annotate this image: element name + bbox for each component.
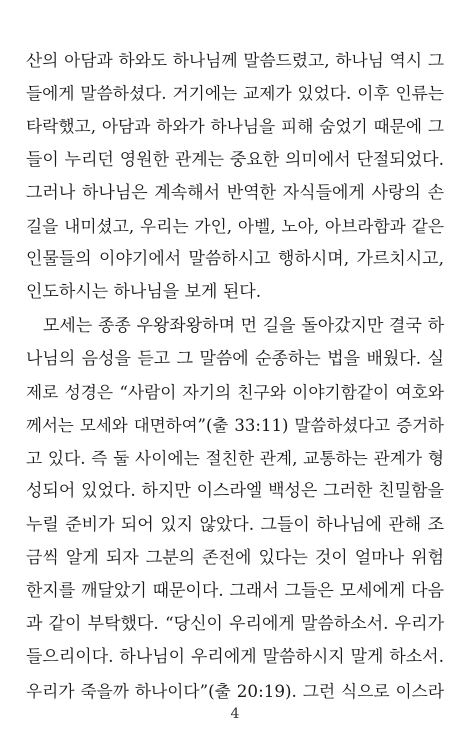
text-line: 들이 누리던 영원한 관계는 중요한 의미에서 단절되었다. — [26, 149, 444, 170]
text-line: 우리가 죽을까 하나이다”(출 20:19). 그런 식으로 이스라 — [26, 680, 444, 701]
text-line: 모세는 종종 우왕좌왕하며 먼 길을 돌아갔지만 결국 하 — [43, 315, 444, 336]
text-line: 과 같이 부탁했다. “당신이 우리에게 말씀하소서. 우리가 — [26, 614, 444, 635]
text-line: 제로 성경은 “사람이 자기의 친구와 이야기함같이 여호와 — [26, 381, 444, 402]
text-line: 산의 아담과 하와도 하나님께 말씀드렸고, 하나님 역시 그 — [26, 50, 444, 70]
text-line: 께서는 모세와 대면하여”(출 33:11) 말씀하셨다고 증거하 — [26, 416, 444, 436]
text-line: 길을 내미셨고, 우리는 가인, 아벨, 노아, 아브라함과 같은 — [26, 215, 444, 236]
text-line: 성되어 있었다. 하지만 이스라엘 백성은 그러한 친밀함을 — [26, 481, 444, 502]
text-line: 금씩 알게 되자 그분의 존전에 있다는 것이 얼마나 위험 — [26, 547, 444, 568]
text-line: 인도하시는 하나님을 보게 된다. — [26, 282, 262, 303]
text-line: 들으리이다. 하나님이 우리에게 말씀하시지 말게 하소서. — [26, 647, 444, 668]
page-number: 4 — [230, 706, 240, 722]
text-line: 타락했고, 아담과 하와가 하나님을 피해 숨었기 때문에 그 — [26, 116, 444, 137]
paragraph-1 — [26, 44, 444, 310]
text-line: 고 있다. 즉 둘 사이에는 절친한 관계, 교통하는 관계가 형 — [26, 448, 444, 469]
text-line: 누릴 준비가 되어 있지 않았다. 그들이 하나님에 관해 조 — [26, 514, 444, 535]
paragraph-2 — [26, 310, 444, 708]
text-line: 인물들의 이야기에서 말씀하시고 행하시며, 가르치시고, — [26, 249, 444, 270]
text-line: 그러나 하나님은 계속해서 반역한 자식들에게 사랑의 손 — [26, 182, 444, 203]
body-text — [26, 44, 444, 708]
text-line: 들에게 말씀하셨다. 거기에는 교제가 있었다. 이후 인류는 — [26, 83, 444, 104]
text-line: 나님의 음성을 듣고 그 말씀에 순종하는 법을 배웠다. 실 — [26, 348, 444, 369]
text-line: 한지를 깨달았기 때문이다. 그래서 그들은 모세에게 다음 — [26, 581, 444, 601]
